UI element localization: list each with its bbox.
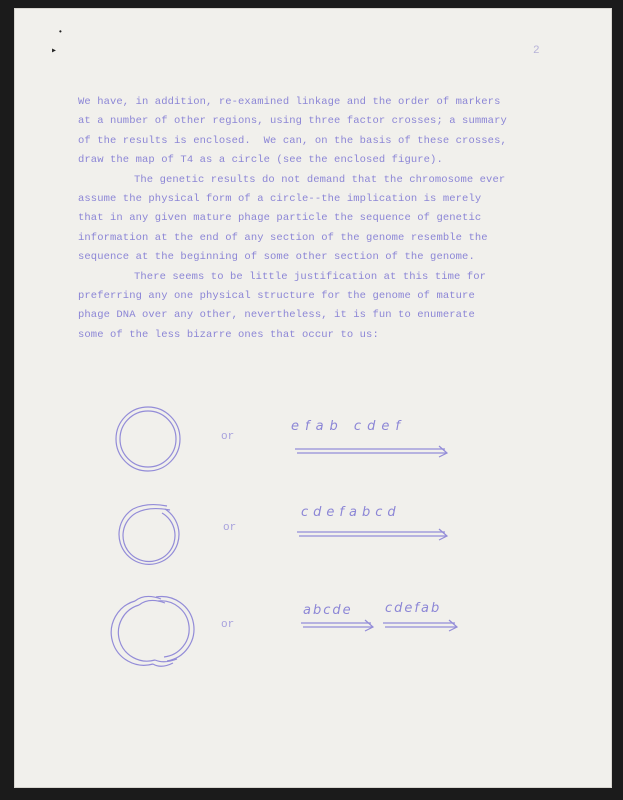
circle-closed-diagram bbox=[116, 407, 180, 471]
text-line: The genetic results do not demand that the chromosome ever bbox=[134, 173, 506, 186]
ink-dot-mark: • bbox=[58, 28, 63, 37]
document-page bbox=[14, 8, 612, 788]
sequence-label-row3-right: cdefab bbox=[385, 601, 442, 616]
or-label: or bbox=[223, 522, 237, 534]
or-label: or bbox=[221, 619, 235, 631]
or-label: or bbox=[221, 431, 235, 443]
sequence-arrow-row2 bbox=[297, 529, 447, 540]
genome-structure-diagrams bbox=[15, 9, 613, 789]
sequence-label-row3-left: abcde bbox=[303, 603, 353, 618]
ink-tick-mark: ▸ bbox=[51, 46, 58, 57]
sequence-arrow-row3-left bbox=[301, 620, 373, 631]
sequence-arrow-row3-right bbox=[383, 620, 457, 631]
text-line: We have, in addition, re-examined linkage and the order of markers bbox=[78, 96, 501, 108]
text-line: preferring any one physical structure for the genome of mature bbox=[78, 290, 475, 303]
text-line: phage DNA over any other, nevertheless, it is fun to enumerate bbox=[78, 309, 475, 322]
text-line: There seems to be little justification at this time for bbox=[134, 270, 487, 283]
text-line: some of the less bizarre ones that occur to us: bbox=[78, 328, 379, 341]
text-line: draw the map of T4 as a circle (see the enclosed figure). bbox=[78, 154, 443, 167]
text-line: at a number of other regions, using three factor crosses; a summary bbox=[78, 115, 507, 128]
sequence-arrow-row1 bbox=[295, 446, 447, 457]
circle-overlap-diagram bbox=[119, 505, 179, 565]
circle-large-overlap-diagram bbox=[111, 596, 194, 666]
text-line: that in any given mature phage particle the sequence of genetic bbox=[78, 212, 482, 225]
sequence-label-row1: efab cdef bbox=[291, 419, 406, 434]
page-number: 2 bbox=[533, 45, 540, 57]
text-line: assume the physical form of a circle--the implication is merely bbox=[78, 193, 482, 206]
sequence-label-row2: cdefabcd bbox=[301, 505, 401, 520]
text-line: information at the end of any section of the genome resemble the bbox=[78, 231, 488, 244]
text-line: sequence at the beginning of some other section of the genome. bbox=[78, 251, 475, 264]
text-line: of the results is enclosed. We can, on the basis of these crosses, bbox=[78, 134, 507, 147]
